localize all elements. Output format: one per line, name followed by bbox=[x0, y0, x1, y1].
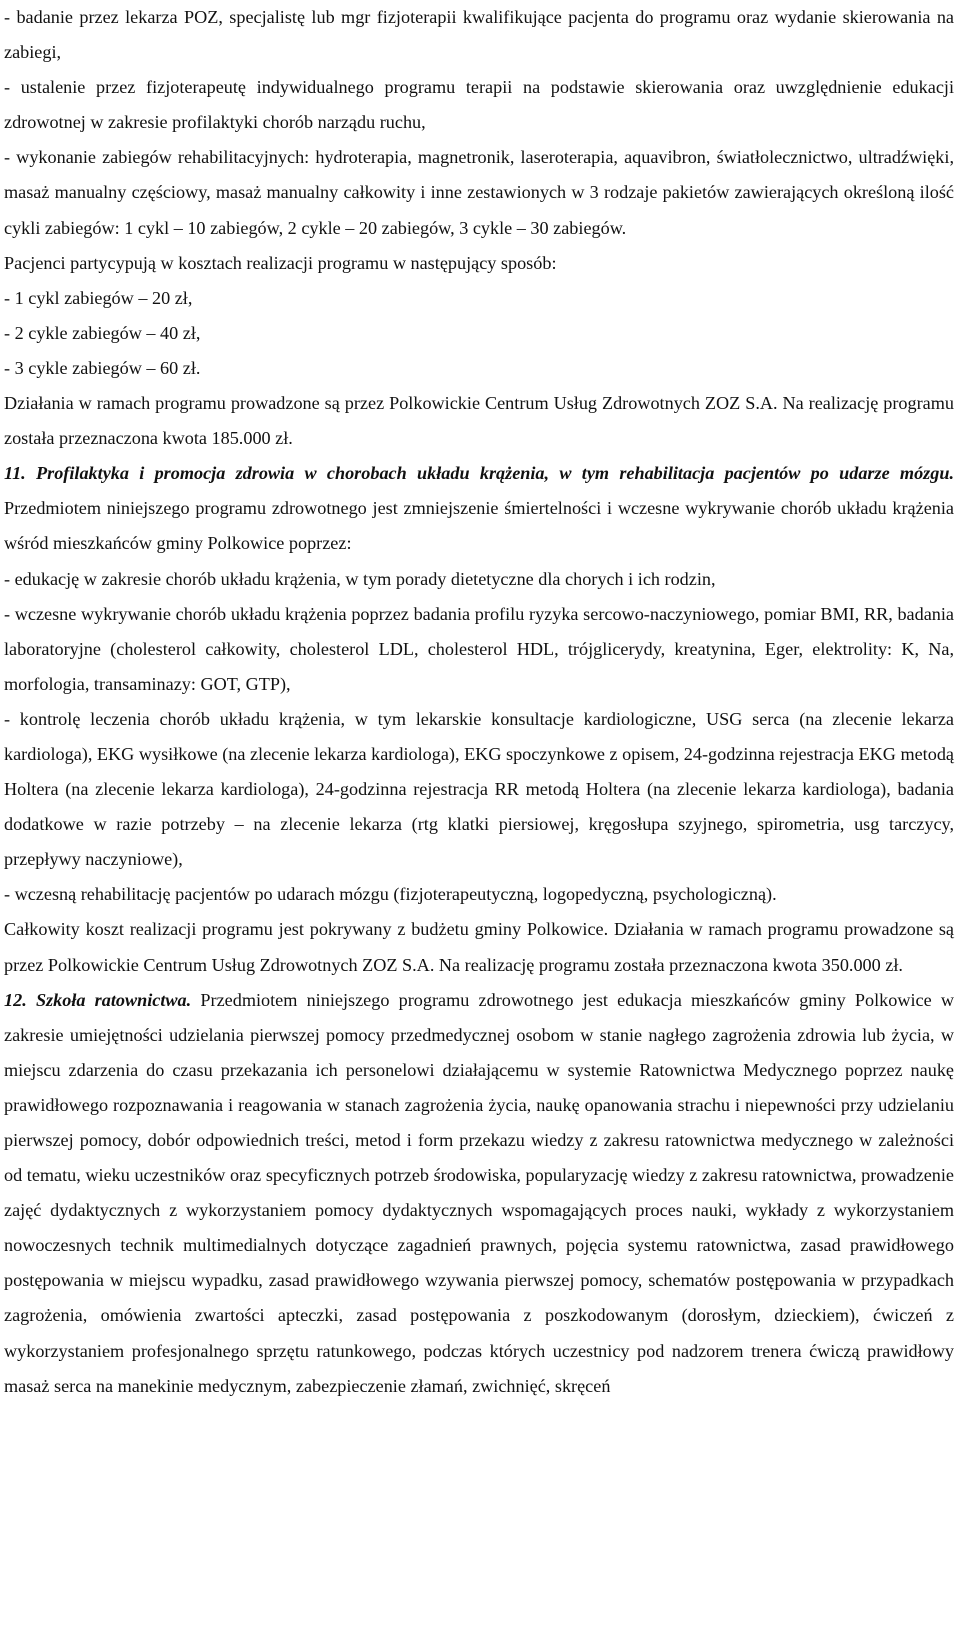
section-11-paragraph bbox=[4, 456, 954, 561]
section-11-heading: 11. Profilaktyka i promocja zdrowia w chorobach układu krążenia, w tym rehabilitacja pacjentów po udarze mózgu. bbox=[4, 463, 954, 484]
section-11-item-rehabilitation: - wczesną rehabilitację pacjentów po udarach mózgu (fizjoterapeutyczną, logopedyczną, psychologiczną). bbox=[4, 884, 777, 905]
list-item-2-cycles: - 2 cykle zabiegów – 40 zł, bbox=[4, 322, 201, 343]
paragraph-cost-participation: Pacjenci partycypują w kosztach realizacji programu w następujący sposób: bbox=[4, 252, 557, 273]
section-11-item-education: - edukację w zakresie chorób układu krążenia, w tym porady dietetyczne dla chorych i ich rodzin, bbox=[4, 568, 716, 589]
paragraph-poz-examination: - badanie przez lekarza POZ, specjalistę lub mgr fizjoterapii kwalifikujące pacjenta do programu oraz wydanie skierowania na zabiegi, bbox=[4, 7, 954, 63]
paragraph-rehabilitation-treatments: - wykonanie zabiegów rehabilitacyjnych: hydroterapia, magnetronik, laseroterapia, aquavibron, światłolecznictwo, ultradźwięki, masaż manualny częściowy, masaż manualny całkowity i inne zestawionych w 3 rodzaje pakietów zawierających określoną ilość cykli zabiegów: 1 cykl – 10 zabiegów, 2 cykle – 20 zabiegów, 3 cykle – 30 zabiegów. bbox=[4, 147, 954, 238]
section-11-item-early-detection: - wczesne wykrywanie chorób układu krążenia poprzez badania profilu ryzyka sercowo-naczyniowego, pomiar BMI, RR, badania laboratoryjne (cholesterol całkowity, cholesterol LDL, cholesterol HDL, trójglicerydy, kreatynina, Eger, elektrolity: K, Na, morfologia, transaminazy: GOT, GTP), bbox=[4, 603, 954, 694]
section-12-heading: 12. Szkoła ratownictwa. bbox=[4, 989, 192, 1010]
section-11-item-treatment-control: - kontrolę leczenia chorób układu krążenia, w tym lekarskie konsultacje kardiologiczne, USG serca (na zlecenie lekarza kardiologa), EKG wysiłkowe (na zlecenie lekarza kardiologa), EKG spoczynkowe z opisem, 24-godzinna rejestracja EKG metodą Holtera (na zlecenie lekarza kardiologa), 24-godzinna rejestracja RR metodą Holtera (na zlecenie lekarza kardiologa), badania dodatkowe w razie potrzeby – na zlecenie lekarza (rtg klatki piersiowej, kręgosłupa szyjnego, spirometria, usg tarczycy, przepływy naczyniowe), bbox=[4, 708, 954, 870]
section-12-paragraph bbox=[4, 983, 954, 1404]
paragraph-physiotherapist-program: - ustalenie przez fizjoterapeutę indywidualnego programu terapii na podstawie skierowania oraz uwzględnienie edukacji zdrowotnej w zakresie profilaktyki chorób narządu ruchu, bbox=[4, 77, 954, 133]
section-11-closing: Całkowity koszt realizacji programu jest pokrywany z budżetu gminy Polkowice. Działania w ramach programu prowadzone są przez Polkowickie Centrum Usług Zdrowotnych ZOZ S.A. Na realizację programu została przeznaczona kwota 350.000 zł. bbox=[4, 919, 954, 975]
section-11-intro: Przedmiotem niniejszego programu zdrowotnego jest zmniejszenie śmiertelności i wczesne wykrywanie chorób układu krążenia wśród mieszkańców gminy Polkowice poprzez: bbox=[4, 498, 954, 554]
list-item-3-cycles: - 3 cykle zabiegów – 60 zł. bbox=[4, 357, 201, 378]
section-12-body: Przedmiotem niniejszego programu zdrowotnego jest edukacja mieszkańców gminy Polkowice w zakresie umiejętności udzielania pierwszej pomocy przedmedycznej osobom w stanie nagłego zagrożenia zdrowia lub życia, w miejscu zdarzenia do czasu przekazania ich personelowi działającemu w systemie Ratownictwa Medycznego poprzez naukę prawidłowego rozpoznawania i reagowania w stanach zagrożenia życia, naukę opanowania strachu i niepewności przy udzielaniu pierwszej pomocy, dobór odpowiednich treści, metod i form przekazu wiedzy z zakresu ratownictwa medycznego w zależności od tematu, wieku uczestników oraz specyficznych potrzeb środowiska, popularyzację wiedzy z zakresu ratownictwa, prowadzenie zajęć dydaktycznych z wykorzystaniem pomocy dydaktycznych wspomagających proces nauki, wykłady z wykorzystaniem nowoczesnych technik multimedialnych dotyczące zagadnień prawnych, pojęcia systemu ratownictwa, zasad prawidłowego postępowania w miejscu wypadku, zasad prawidłowego wzywania pierwszej pomocy, schematów postępowania w przypadkach zagrożenia, omówienia zwartości apteczki, zasad postępowania z poszkodowanym (dorosłym, dzieckiem), ćwiczeń z wykorzystaniem profesjonalnego sprzętu ratunkowego, podczas których uczestnicy pod nadzorem trenera ćwiczą prawidłowy masaż serca na manekinie medycznym, zabezpieczenie złamań, zwichnięć, skręceń bbox=[4, 989, 954, 1396]
document-page bbox=[4, 0, 954, 1404]
list-item-1-cycle: - 1 cykl zabiegów – 20 zł, bbox=[4, 287, 193, 308]
paragraph-program-funding: Działania w ramach programu prowadzone są przez Polkowickie Centrum Usług Zdrowotnych ZOZ S.A. Na realizację programu została przeznaczona kwota 185.000 zł. bbox=[4, 393, 954, 449]
